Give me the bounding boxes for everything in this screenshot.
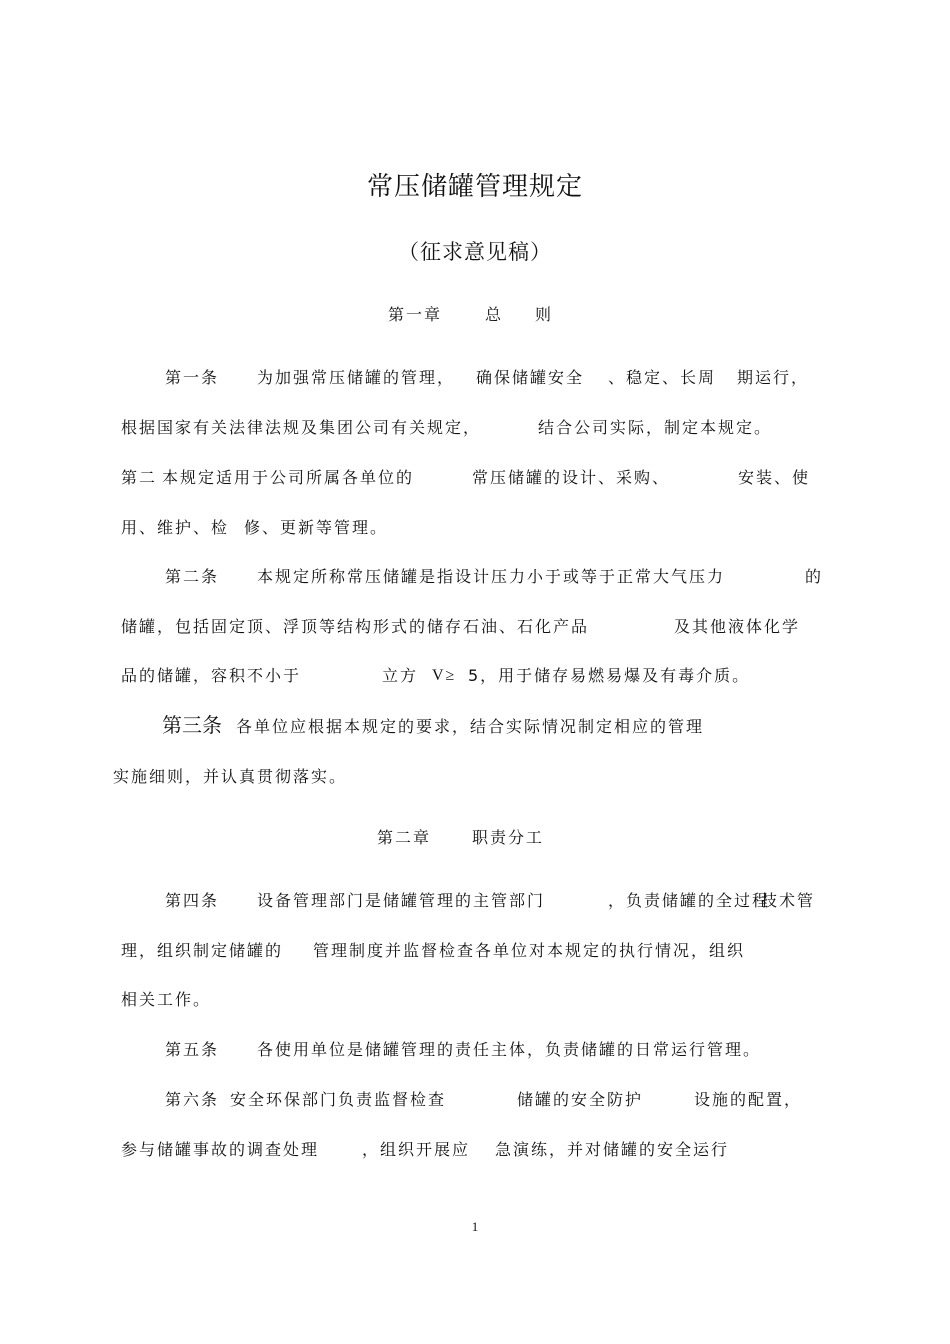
- chapter-2-title: 职责分工: [472, 828, 545, 847]
- art4-line2-seg1: 理，组织制定储罐的: [121, 941, 284, 960]
- document-title: 常压储罐管理规定: [366, 172, 583, 202]
- art1-line1-seg4: 、稳定、长周: [608, 368, 717, 387]
- art1-line1-seg2: 为加强常压储罐的管理，: [257, 368, 456, 387]
- art2-line1-seg3: 的: [805, 567, 824, 586]
- chapter-1-title-part-1: 总: [485, 305, 504, 324]
- art2-line1-seg2: 本规定所称常压储罐是指设计压力小于或等于正常大气压力: [257, 567, 726, 586]
- page-number: 1: [471, 1219, 479, 1234]
- art1-line3-seg4: 安装、使: [738, 468, 811, 487]
- art1-line1-seg3: 确保储罐安全: [476, 368, 585, 387]
- art6-line2-seg1: 参与储罐事故的调查处理: [121, 1140, 320, 1159]
- art5-line1-seg1: 第五条: [165, 1040, 220, 1059]
- art1-line2-seg1: 根据国家有关法律法规及集团公司有关规定，: [121, 418, 482, 437]
- chapter-1-title-part-2: 则: [535, 305, 554, 324]
- art4-line1-seg3: ，负责储罐的全过程: [608, 891, 771, 910]
- art4-line1-seg4: 技术管: [761, 891, 816, 910]
- art6-line2-seg2: ，组织开展应: [362, 1140, 471, 1159]
- art1-line3-seg2: 本规定适用于公司所属各单位的: [162, 468, 415, 487]
- art6-line1-seg1: 第六条: [165, 1090, 220, 1109]
- art2-line2-seg2: 及其他液体化学: [674, 617, 801, 636]
- chapter-1-number: 第一章: [388, 305, 443, 324]
- chapter-2-number: 第二章: [377, 828, 432, 847]
- art1-line1-seg1: 第一条: [165, 368, 220, 387]
- art4-line1-seg1: 第四条: [165, 891, 220, 910]
- art1-line2-seg2: 结合公司实际，制定本规定。: [538, 418, 773, 437]
- art1-line3-seg3: 常压储罐的设计、采购、: [472, 468, 671, 487]
- art4-line3: 相关工作。: [121, 990, 212, 1009]
- art3-line1-body: 各单位应根据本规定的要求，结合实际情况制定相应的管理: [236, 717, 705, 736]
- art2-line3-seg1: 品的储罐，容积不小于: [121, 666, 302, 685]
- art3-line2: 实施细则，并认真贯彻落实。: [113, 767, 348, 786]
- art4-line2-seg2: 管理制度并监督检查各单位对本规定的执行情况，组织: [313, 941, 746, 960]
- document-subtitle: （征求意见稿）: [398, 240, 552, 264]
- art2-line1-seg1: 第二条: [165, 567, 220, 586]
- art1-line4-seg2: 修、更新等管理。: [244, 518, 389, 537]
- art5-line1-seg2: 各使用单位是储罐管理的责任主体，负责储罐的日常运行管理。: [257, 1040, 762, 1059]
- art1-line4-seg1: 用、维护、检: [121, 518, 230, 537]
- art1-line1-seg5: 期运行，: [737, 368, 810, 387]
- art2-line3-seg2: 立方: [382, 666, 419, 685]
- art1-line3-seg1: 第二: [121, 468, 158, 487]
- art4-line1-seg2: 设备管理部门是储罐管理的主管部门: [257, 891, 546, 910]
- art6-line1-seg2: 安全环保部门负责监督检查: [230, 1090, 447, 1109]
- art3-heading: 第三条: [162, 713, 222, 737]
- art6-line2-seg3: 急演练，并对储罐的安全运行: [495, 1140, 730, 1159]
- art6-line1-seg3: 储罐的安全防护: [517, 1090, 644, 1109]
- art2-line2-seg1: 储罐，包括固定顶、浮顶等结构形式的储存石油、石化产品: [121, 617, 590, 636]
- art2-line3-seg3: V≥: [432, 667, 457, 684]
- art6-line1-seg4: 设施的配置，: [694, 1090, 803, 1109]
- art2-line3-seg4: 5，用于储存易燃易爆及有毒介质。: [468, 666, 751, 685]
